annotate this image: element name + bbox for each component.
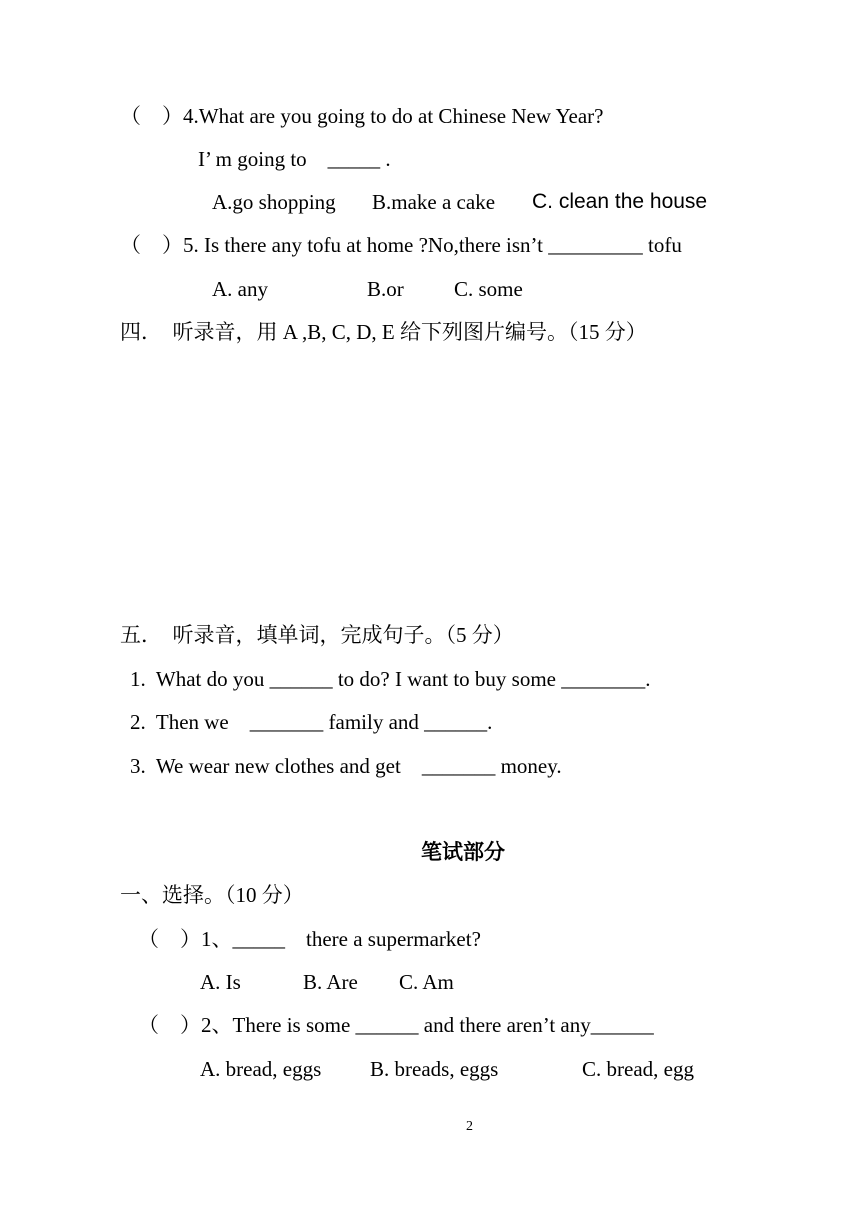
section-5-item-2: 2. Then we _______ family and ______.: [130, 710, 493, 734]
written-question-2: （ ）2、There is some ______ and there aren’t any______: [138, 1013, 654, 1037]
written-part-title: 笔试部分: [421, 840, 505, 864]
written-question-2-option-c: C. bread, egg: [582, 1057, 694, 1081]
question-5-option-b: B.or: [367, 277, 404, 301]
question-5-option-c: C. some: [454, 277, 523, 301]
section-5-heading: 五． 听录音，填单词，完成句子。（5 分）: [120, 623, 514, 647]
written-question-1-option-c: C. Am: [399, 970, 454, 994]
written-question-1-option-a: A. Is: [200, 970, 241, 994]
page-number: 2: [466, 1119, 473, 1134]
question-4: （ ）4.What are you going to do at Chinese New Year?: [120, 104, 604, 128]
question-4-option-c: C. clean the house: [532, 190, 708, 213]
written-question-1-option-b: B. Are: [303, 970, 358, 994]
written-question-1: （ ）1、_____ there a supermarket?: [138, 927, 481, 951]
question-4-answer-line: I’ m going to _____ .: [198, 147, 391, 171]
section-5-item-3: 3. We wear new clothes and get _______ money.: [130, 754, 562, 778]
question-5: （ ）5. Is there any tofu at home ?No,there isn’t _________ tofu: [120, 233, 682, 257]
written-question-2-option-a: A. bread, eggs: [200, 1057, 322, 1081]
section-5-item-1: 1. What do you ______ to do? I want to buy some ________.: [130, 667, 651, 691]
section-4-heading: 四． 听录音，用 A ,B, C, D, E 给下列图片编号。（15 分）: [120, 320, 647, 344]
written-question-2-option-b: B. breads, eggs: [370, 1057, 499, 1081]
question-5-option-a: A. any: [212, 277, 268, 301]
written-section-1-heading: 一、选择。（10 分）: [120, 883, 304, 907]
question-4-option-b: B.make a cake: [372, 190, 496, 214]
question-4-option-a: A.go shopping: [212, 190, 336, 214]
